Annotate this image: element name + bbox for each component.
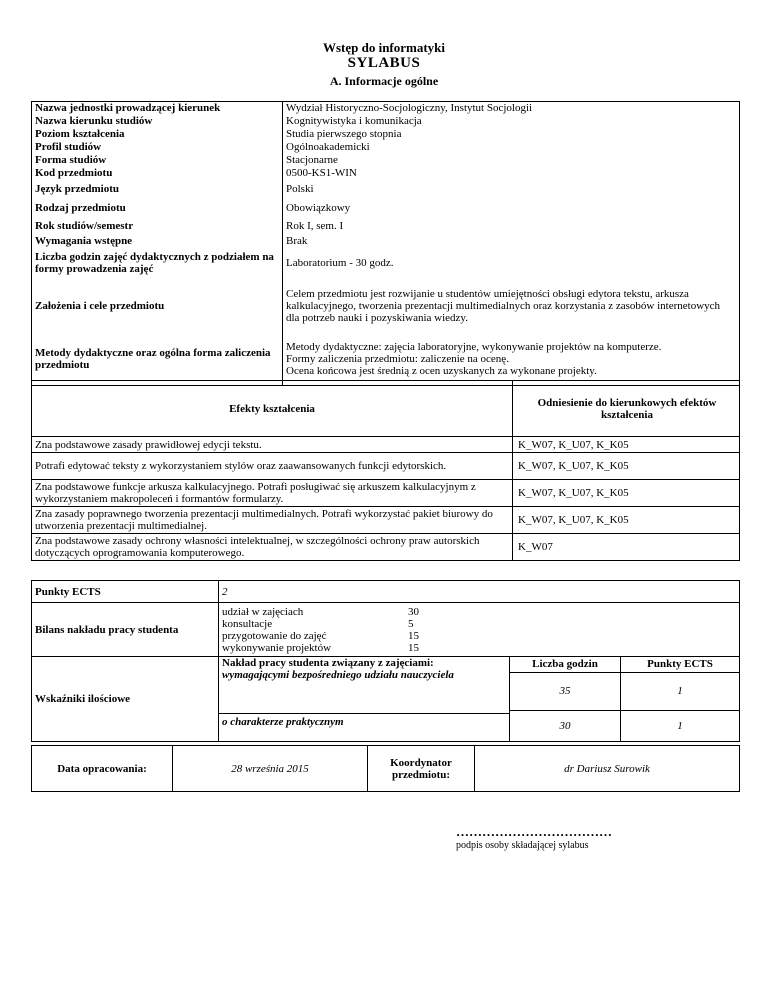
outcome-text: Zna podstawowe zasady prawidłowej edycji tekstu.: [32, 437, 513, 453]
ects-label: Punkty ECTS: [32, 581, 219, 603]
coordinator-label: Koordynator przedmiotu:: [368, 746, 475, 792]
outcome-text: Zna podstawowe zasady ochrony własności intelektualnej, w szczególności ochrony praw autorskich dotyczących oprogramowania komputerowego.: [32, 534, 513, 561]
info-value: Laboratorium - 30 godz.: [286, 256, 394, 269]
info-value: Rok I, sem. I: [286, 219, 344, 232]
info-label: Kod przedmiotu: [32, 167, 283, 180]
goals-label: Założenia i cele przedmiotu: [32, 278, 283, 334]
indicator-hours: 35: [510, 673, 620, 711]
info-value: Ogólnoakademicki: [286, 141, 370, 153]
workload-activity: przygotowanie do zajęć: [222, 629, 327, 642]
info-value: 0500-KS1-WIN: [286, 167, 357, 179]
info-label: Liczba godzin zajęć dydaktycznych z podziałem na formy prowadzenia zajęć: [32, 248, 283, 278]
info-label: Nazwa jednostki prowadzącej kierunek: [32, 102, 283, 115]
info-value: Stacjonarne: [286, 154, 338, 166]
outcomes-table: [31, 380, 740, 561]
workload-hours: 15: [408, 629, 419, 642]
section-heading: A. Informacje ogólne: [329, 74, 439, 88]
methods-line: Metody dydaktyczne: zajęcia laboratoryjne, wykonywanie projektów na komputerze.: [286, 341, 662, 354]
info-label: Rodzaj przedmiotu: [32, 199, 283, 217]
workload-hours: 5: [408, 617, 414, 630]
date-value: 28 września 2015: [173, 746, 368, 792]
indicator-label: wymagającymi bezpośredniego udziału nauczyciela: [219, 669, 509, 714]
info-label: Rok studiów/semestr: [32, 217, 283, 235]
info-label: Język przedmiotu: [32, 180, 283, 199]
workload-activity: konsultacje: [222, 617, 273, 630]
outcome-text: Zna podstawowe funkcje arkusza kalkulacyjnego. Potrafi posługiwać się arkuszem kalkulacyjnym z wykorzystaniem makropoleceń i formantów formularzy.: [32, 480, 513, 507]
ects-value: 2: [219, 581, 740, 603]
goals-value: Celem przedmiotu jest rozwijanie u studentów umiejętności obsługi edytora tekstu, arkusza kalkulacyjnego, tworzenia prezentacji multimedialnych oraz korzystania z zasobów internetowych dla potrzeb nauki i pozyskiwania wiedzy.: [286, 287, 721, 324]
footer-table: [31, 745, 740, 792]
info-value: Obowiązkowy: [286, 201, 351, 214]
info-label: Wymagania wstępne: [32, 235, 283, 248]
info-label: Forma studiów: [32, 154, 283, 167]
workload-activity: udział w zajęciach: [222, 605, 304, 618]
signature-line: ………………………………: [456, 824, 612, 839]
ects-header: Punkty ECTS: [621, 657, 739, 673]
workload-row: [222, 618, 736, 630]
workload-row: [222, 606, 736, 618]
info-label: Profil studiów: [32, 141, 283, 154]
indicator-hours: 30: [559, 720, 571, 732]
coordinator-value: dr Dariusz Surowik: [475, 746, 740, 792]
ects-column: [621, 657, 740, 742]
outcome-ref: K_W07, K_U07, K_K05: [513, 507, 740, 534]
info-label: Poziom kształcenia: [32, 128, 283, 141]
workload-row: [222, 630, 736, 642]
methods-line: Ocena końcowa jest średnią z ocen uzyskanych za wykonane projekty.: [286, 365, 597, 378]
outcomes-header: Efekty kształcenia: [32, 381, 513, 437]
methods-value: [283, 334, 740, 386]
workload-activity: wykonywanie projektów: [222, 641, 332, 654]
indicator-ects: 1: [621, 673, 739, 711]
workload-hours: 15: [408, 641, 419, 654]
info-value: Wydział Historyczno-Socjologiczny, Instytut Socjologii: [286, 102, 533, 115]
workload-row: [222, 642, 736, 654]
indicator-label: o charakterze praktycznym: [222, 716, 344, 728]
course-title: Wstęp do informatyki: [322, 40, 446, 55]
date-label: Data opracowania:: [32, 746, 173, 792]
methods-label: Metody dydaktyczne oraz ogólna forma zaliczenia przedmiotu: [32, 334, 283, 386]
info-value: Brak: [286, 235, 308, 247]
workload-list: [219, 603, 740, 657]
outcome-text: Zna zasady poprawnego tworzenia prezentacji multimedialnych. Potrafi wykorzystać pakiet biurowy do utworzenia prezentacji multimedialnej.: [32, 507, 513, 534]
signature-caption: podpis osoby składającej sylabus: [456, 840, 589, 851]
outcome-ref: K_W07: [513, 534, 740, 561]
outcome-ref: K_W07, K_U07, K_K05: [513, 480, 740, 507]
hours-column: [510, 657, 621, 742]
indicators-label: Wskaźniki ilościowe: [32, 657, 219, 742]
hours-header: Liczba godzin: [510, 657, 620, 673]
info-value: Polski: [286, 183, 314, 195]
indicators-title: Nakład pracy studenta związany z zajęciami:: [222, 657, 434, 669]
outcome-ref: K_W07, K_U07, K_K05: [513, 437, 740, 453]
indicator-ects: 1: [677, 720, 683, 732]
info-label: Nazwa kierunku studiów: [32, 115, 283, 128]
outcome-ref: K_W07, K_U07, K_K05: [513, 453, 740, 480]
outcome-text: Potrafi edytować teksty z wykorzystaniem stylów oraz zaawansowanych funkcji edytorskich.: [32, 453, 513, 480]
info-value: Studia pierwszego stopnia: [286, 128, 402, 140]
workload-hours: 30: [408, 605, 419, 618]
document-type: SYLABUS: [347, 55, 421, 71]
ects-table: [31, 580, 740, 742]
general-info-table: [31, 101, 740, 386]
indicators-block: [219, 657, 510, 742]
info-value: Kognitywistyka i komunikacja: [286, 115, 422, 127]
workload-label: Bilans nakładu pracy studenta: [32, 603, 219, 657]
outcomes-ref-header: Odniesienie do kierunkowych efektów kształcenia: [513, 381, 740, 437]
methods-line: Formy zaliczenia przedmiotu: zaliczenie na ocenę.: [286, 353, 509, 366]
